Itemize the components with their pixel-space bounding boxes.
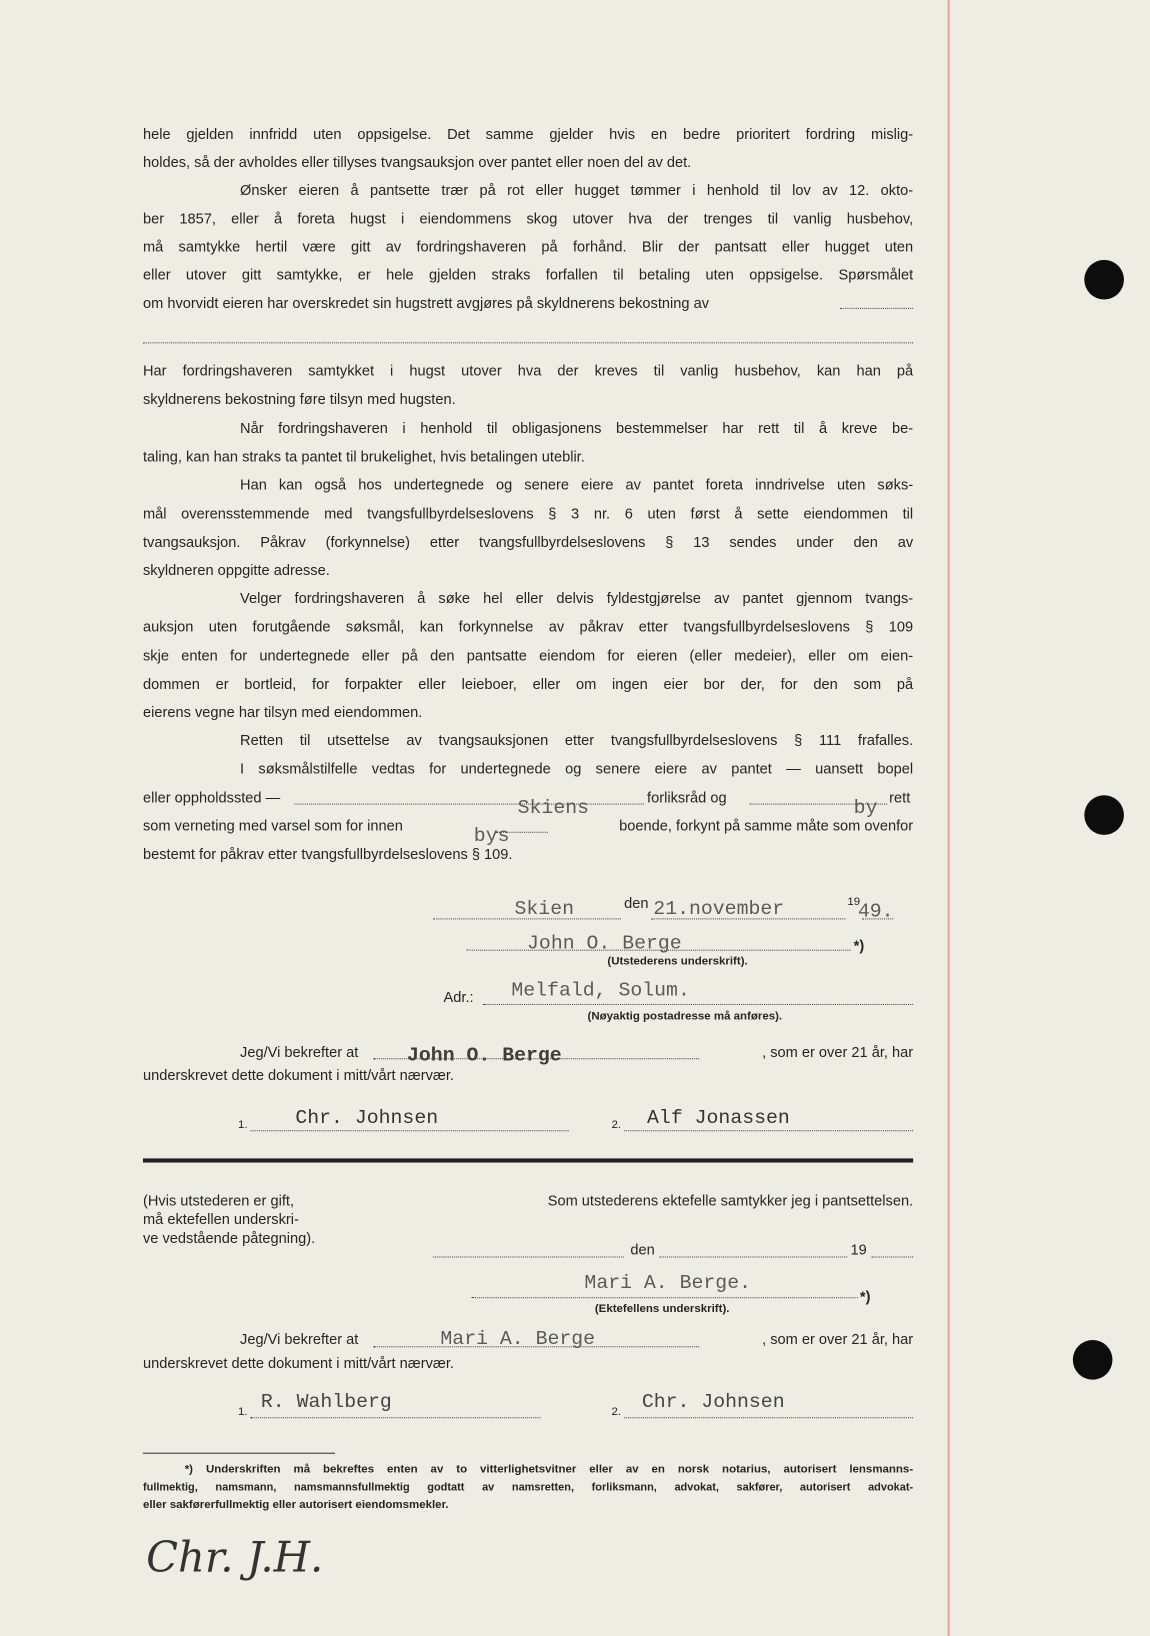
venue-line2-prefix: som verneting med varsel som for innen	[142, 817, 403, 834]
body-line: Han kan også hos undertegnede og senere eiere av pantet foreta inndrivelse uten søks-	[240, 475, 914, 493]
body-line: tvangsauksjon. Påkrav (forkynnelse) etter tvangsfullbyrdelseslovens § 13 sendes under den av	[142, 533, 914, 550]
body-line: skje enten for undertegnede eller på den pantsatte eiendom for eieren (eller medeier), eller om eien-	[142, 647, 914, 664]
spouse-signature: Mari A. Berge.	[584, 1271, 752, 1295]
blank-field[interactable]	[840, 308, 913, 309]
year-prefix: 19	[850, 1240, 867, 1258]
body-line: I søksmålstilfelle vedtas for undertegnede og senere eiere av pantet — uansett bopel	[240, 759, 914, 777]
body-line: skyldneren oppgitte adresse.	[142, 561, 330, 579]
year-typed: 49.	[857, 899, 894, 923]
footnote-line: *) Underskriften må bekreftes enten av to vitterlighetsvitner eller av en norsk notarius, autorisert lensmanns-	[184, 1463, 914, 1476]
witness-number: 2.	[611, 1118, 622, 1132]
venue-town-typed: Skiens	[517, 796, 590, 820]
body-line: holdes, så der avholdes eller tillyses tvangsauksjon over pantet eller noen del av det.	[142, 153, 692, 171]
witness-number: 1.	[237, 1405, 248, 1419]
venue-line2-suffix: boende, forkynt på samme måte som ovenfor	[619, 817, 914, 834]
issuer-signature: John O. Berge	[527, 931, 682, 955]
den-label: den	[624, 894, 649, 912]
date-typed: 21.november	[653, 897, 785, 921]
witness-name: Chr. Johnsen	[295, 1106, 439, 1130]
spouse-signature-field[interactable]	[472, 1297, 858, 1298]
body-line: om hvorvidt eieren har overskredet sin hugstrett avgjøres på skyldnerens bekostning av	[142, 294, 710, 311]
year-prefix: 19	[847, 895, 861, 908]
witness-name: R. Wahlberg	[260, 1390, 392, 1414]
footnote-line: fullmektig, namsmann, namsmannsfullmektig godtatt av namsretten, forliksmann, advokat, sakfører, autorisert advokat-	[142, 1480, 914, 1494]
venue-mid: forliksråd og	[647, 788, 727, 806]
spouse-note-line: ve vedstående påtegning).	[142, 1229, 316, 1247]
issuer-signature-label: (Utstederens underskrift).	[607, 954, 748, 968]
witness-name: Alf Jonassen	[647, 1106, 790, 1130]
spouse-year-field[interactable]	[871, 1256, 913, 1257]
body-line: Velger fordringshaveren å søke hel eller delvis fyldestgjørelse av pantet gjennom tvangs-	[240, 589, 914, 607]
witness-number: 2.	[611, 1405, 622, 1419]
venue-line3: bestemt for påkrav etter tvangsfullbyrdelseslovens § 109.	[142, 845, 513, 863]
body-line: Ønsker eieren å pantsette trær på rot eller hugget tømmer i henhold til lov av 12. okto-	[240, 181, 914, 199]
confirm-suffix: , som er over 21 år, har	[762, 1330, 914, 1348]
venue-type-typed: by	[853, 796, 878, 820]
confirm-name: Mari A. Berge	[440, 1327, 596, 1351]
footnote-rule	[143, 1453, 335, 1454]
footnote-mark: *)	[859, 1287, 871, 1305]
venue-town-field[interactable]	[294, 804, 644, 805]
spouse-note-line: (Hvis utstederen er gift,	[142, 1191, 295, 1209]
body-line: ber 1857, eller å foreta hugst i eiendommens skog utover hva der trenges til vanlig husbehov,	[142, 209, 914, 227]
address-typed: Melfald, Solum.	[511, 978, 690, 1002]
body-line: Når fordringshaveren i henhold til obligasjonens bestemmelser har rett til å kreve be-	[240, 419, 914, 437]
body-line: dommen er bortleid, for forpakter eller leieboer, eller om ingen eier bor der, for den som på	[142, 675, 914, 692]
venue-prefix: eller oppholdssted —	[142, 788, 281, 806]
confirm-line2: underskrevet dette dokument i mitt/vårt nærvær.	[142, 1066, 454, 1084]
venue-suffix: rett	[889, 788, 911, 806]
punch-hole	[1073, 1340, 1113, 1380]
footnote-mark: *)	[853, 937, 865, 954]
spouse-signature-label: (Ektefellens underskrift).	[594, 1302, 730, 1315]
body-line: eierens vegne har tilsyn med eiendommen.	[142, 703, 423, 721]
witness-field[interactable]	[624, 1417, 913, 1418]
venue-bys-typed: bys	[473, 824, 510, 848]
body-line: taling, kan han straks ta pantet til brukelighet, hvis betalingen uteblir.	[142, 447, 585, 465]
den-label: den	[630, 1240, 655, 1258]
body-line: auksjon uten forutgående søksmål, kan forkynnelse av påkrav etter tvangsfullbyrdelseslovens § 109	[142, 617, 914, 635]
spouse-date-field[interactable]	[660, 1256, 848, 1257]
witness-name: Chr. Johnsen	[641, 1390, 785, 1414]
confirm-prefix: Jeg/Vi bekrefter at	[240, 1330, 359, 1348]
address-label: Adr.:	[443, 988, 474, 1005]
section-divider	[143, 1158, 913, 1162]
punch-hole	[1084, 260, 1124, 300]
blank-field[interactable]	[143, 342, 913, 343]
spouse-note-line: må ektefellen underskri-	[142, 1210, 299, 1228]
witness-field[interactable]	[624, 1130, 913, 1131]
confirm-name: John O. Berge	[407, 1043, 562, 1067]
punch-hole	[1084, 795, 1124, 835]
witness-number: 1.	[237, 1118, 248, 1132]
witness-field[interactable]	[250, 1417, 540, 1418]
spouse-consent: Som utstederens ektefelle samtykker jeg i pantsettelsen.	[547, 1191, 914, 1209]
address-field[interactable]	[483, 1004, 913, 1005]
witness-field[interactable]	[250, 1130, 568, 1131]
footnote	[143, 1461, 913, 1514]
body-line: Har fordringshaveren samtykket i hugst utover hva der kreves til vanlig husbehov, kan han på	[142, 362, 914, 379]
confirm-prefix: Jeg/Vi bekrefter at	[240, 1043, 359, 1061]
year-field[interactable]	[862, 918, 893, 919]
body-line: mål overensstemmende med tvangsfullbyrdelseslovens § 3 nr. 6 uten først å sette eiendommen til	[142, 505, 914, 522]
confirm-suffix: , som er over 21 år, har	[762, 1043, 914, 1061]
handwritten-initials: Chr. J.H.	[146, 1534, 324, 1583]
body-line: skyldnerens bekostning føre tilsyn med hugsten.	[142, 390, 456, 408]
spouse-note	[143, 1191, 315, 1247]
footnote-line: eller sakførerfullmektig eller autorisert eiendomsmekler.	[142, 1498, 449, 1512]
place-typed: Skien	[514, 897, 574, 921]
spouse-place-field[interactable]	[433, 1256, 624, 1257]
confirm-line2: underskrevet dette dokument i mitt/vårt nærvær.	[142, 1354, 454, 1372]
body-line: hele gjelden innfridd uten oppsigelse. Det samme gjelder hvis en bedre prioritert fordring mislig-	[142, 125, 914, 142]
address-hint: (Nøyaktig postadresse må anføres).	[587, 1010, 783, 1023]
body-line: må samtykke hertil være gitt av fordringshaveren på forhånd. Blir der pantsatt eller hugget uten	[142, 237, 914, 255]
margin-line	[948, 0, 950, 1636]
body-line: Retten til utsettelse av tvangsauksjonen etter tvangsfullbyrdelseslovens § 111 frafalles.	[240, 731, 914, 749]
body-line: eller utover gitt samtykke, er hele gjelden straks forfallen til betaling uten oppsigelse. Spørsmålet	[142, 266, 914, 283]
